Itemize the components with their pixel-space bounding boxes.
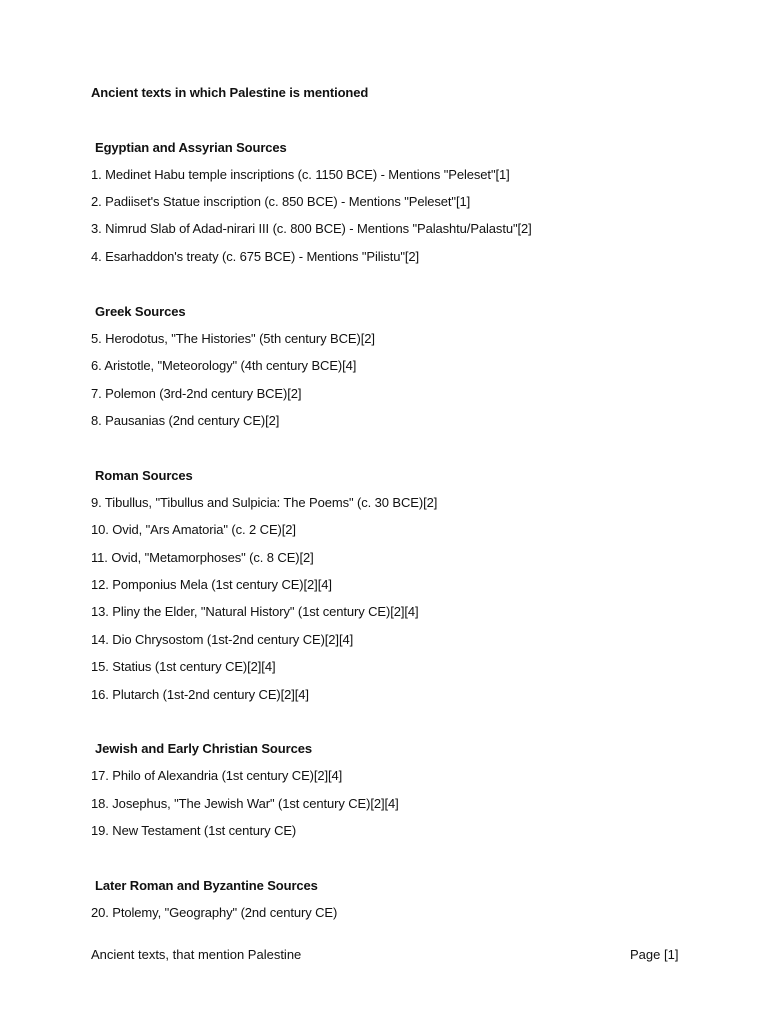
list-item: 19. New Testament (1st century CE) bbox=[91, 823, 297, 838]
list-item: 20. Ptolemy, "Geography" (2nd century CE) bbox=[91, 905, 338, 920]
footer-document-label: Ancient texts, that mention Palestine bbox=[91, 947, 302, 962]
section-heading-egyptian-assyrian: Egyptian and Assyrian Sources bbox=[95, 140, 287, 155]
list-item: 11. Ovid, "Metamorphoses" (c. 8 CE)[2] bbox=[91, 550, 314, 565]
list-item: 5. Herodotus, "The Histories" (5th century BCE)[2] bbox=[91, 331, 375, 346]
section-heading-roman: Roman Sources bbox=[95, 468, 193, 483]
list-item: 9. Tibullus, "Tibullus and Sulpicia: The Poems" (c. 30 BCE)[2] bbox=[91, 495, 438, 510]
list-item: 8. Pausanias (2nd century CE)[2] bbox=[91, 413, 280, 428]
document-title: Ancient texts in which Palestine is mentioned bbox=[91, 85, 369, 100]
section-heading-later-roman-byzantine: Later Roman and Byzantine Sources bbox=[95, 878, 318, 893]
list-item: 12. Pomponius Mela (1st century CE)[2][4] bbox=[91, 577, 332, 592]
list-item: 18. Josephus, "The Jewish War" (1st century CE)[2][4] bbox=[91, 796, 399, 811]
list-item: 1. Medinet Habu temple inscriptions (c. 1150 BCE) - Mentions "Peleset"[1] bbox=[91, 167, 510, 182]
list-item: 14. Dio Chrysostom (1st-2nd century CE)[2][4] bbox=[91, 632, 354, 647]
list-item: 2. Padiiset's Statue inscription (c. 850 BCE) - Mentions "Peleset"[1] bbox=[91, 194, 471, 209]
list-item: 7. Polemon (3rd-2nd century BCE)[2] bbox=[91, 386, 302, 401]
section-heading-greek: Greek Sources bbox=[95, 304, 186, 319]
list-item: 3. Nimrud Slab of Adad-nirari III (c. 800 BCE) - Mentions "Palashtu/Palastu"[2] bbox=[91, 221, 532, 236]
list-item: 4. Esarhaddon's treaty (c. 675 BCE) - Mentions "Pilistu"[2] bbox=[91, 249, 420, 264]
list-item: 15. Statius (1st century CE)[2][4] bbox=[91, 659, 276, 674]
list-item: 16. Plutarch (1st-2nd century CE)[2][4] bbox=[91, 687, 309, 702]
footer-page-number: Page [1] bbox=[630, 947, 679, 962]
list-item: 10. Ovid, "Ars Amatoria" (c. 2 CE)[2] bbox=[91, 522, 296, 537]
list-item: 6. Aristotle, "Meteorology" (4th century BCE)[4] bbox=[91, 358, 357, 373]
list-item: 17. Philo of Alexandria (1st century CE)[2][4] bbox=[91, 768, 343, 783]
section-heading-jewish-christian: Jewish and Early Christian Sources bbox=[95, 741, 312, 756]
list-item: 13. Pliny the Elder, "Natural History" (1st century CE)[2][4] bbox=[91, 604, 419, 619]
